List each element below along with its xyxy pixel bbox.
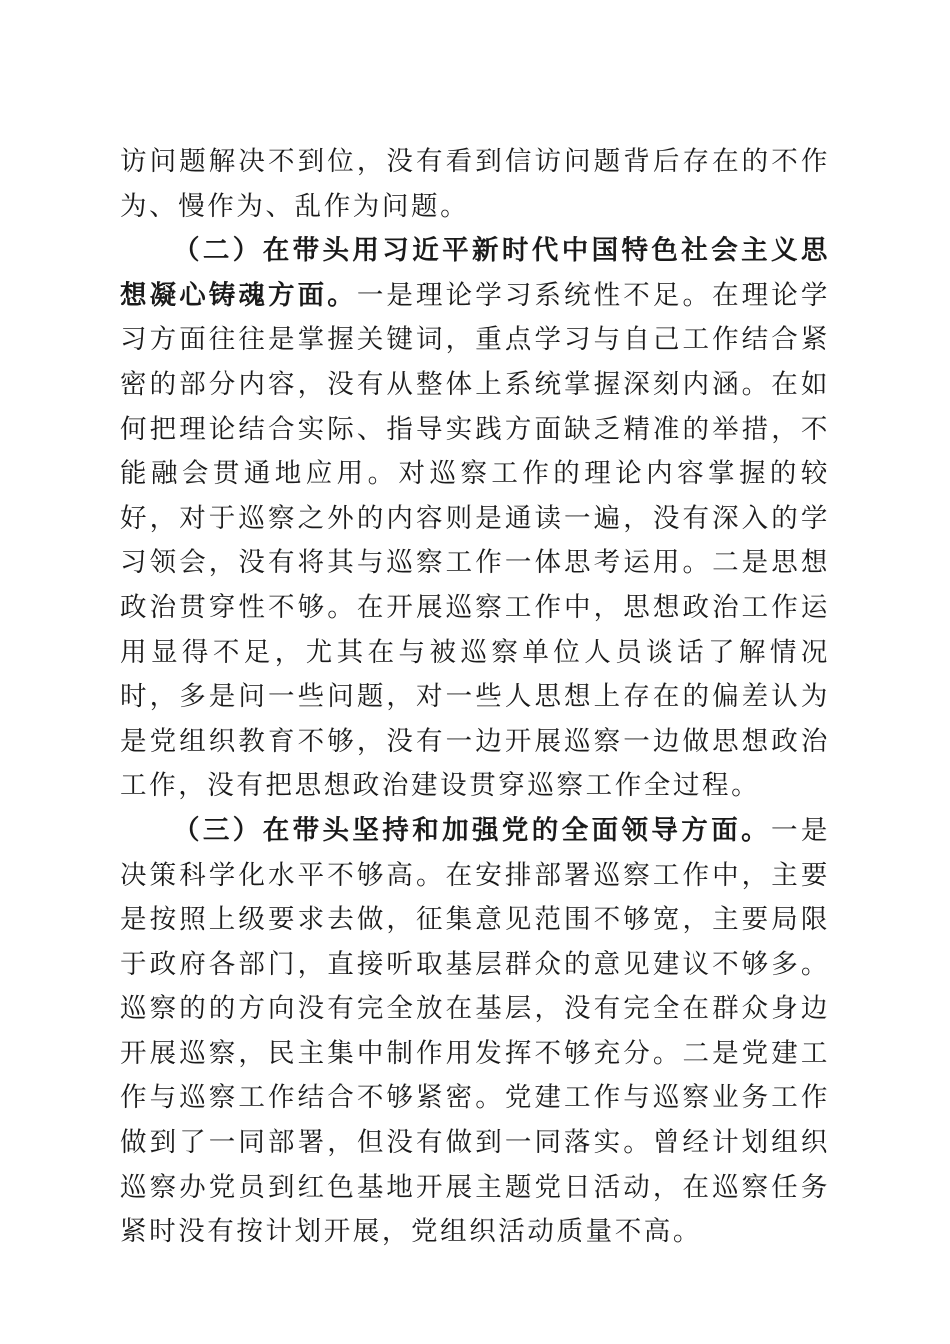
document-page: [120, 140, 830, 1255]
paragraph-continuation: [120, 140, 830, 229]
paragraph-section-2: [120, 229, 830, 809]
section-heading: （二）在带头用习近平新时代中国特色社会主义思想凝心铸魂方面。: [120, 235, 830, 311]
paragraph-body: 一是理论学习系统性不足。在理论学习方面往往是掌握关键词，重点学习与自己工作结合紧密的部分内容，没有从整体上系统掌握深刻内涵。在如何把理论结合实际、指导实践方面缺乏精准的举措，不能融会贯通地应用。对巡察工作的理论内容掌握的较好，对于巡察之外的内容则是通读一遍，没有深入的学习领会，没有将其与巡察工作一体思考运用。二是思想政治贯穿性不够。在开展巡察工作中，思想政治工作运用显得不足，尤其在与被巡察单位人员谈话了解情况时，多是问一些问题，对一些人思想上存在的偏差认为是党组织教育不够，没有一边开展巡察一边做思想政治工作，没有把思想政治建设贯穿巡察工作全过程。: [120, 279, 830, 802]
section-heading: （三）在带头坚持和加强党的全面领导方面。: [173, 814, 771, 846]
paragraph-body: 一是决策科学化水平不够高。在安排部署巡察工作中，主要是按照上级要求去做，征集意见范围不够宽，主要局限于政府各部门，直接听取基层群众的意见建议不够多。巡察的的方向没有完全放在基层，没有完全在群众身边开展巡察，民主集中制作用发挥不够充分。二是党建工作与巡察工作结合不够紧密。党建工作与巡察业务工作做到了一同部署，但没有做到一同落实。曾经计划组织巡察办党员到红色基地开展主题党日活动，在巡察任务紧时没有按计划开展，党组织活动质量不高。: [120, 814, 830, 1248]
paragraph-body: 访问题解决不到位，没有看到信访问题背后存在的不作为、慢作为、乱作为问题。: [120, 146, 830, 222]
paragraph-section-3: [120, 809, 830, 1255]
